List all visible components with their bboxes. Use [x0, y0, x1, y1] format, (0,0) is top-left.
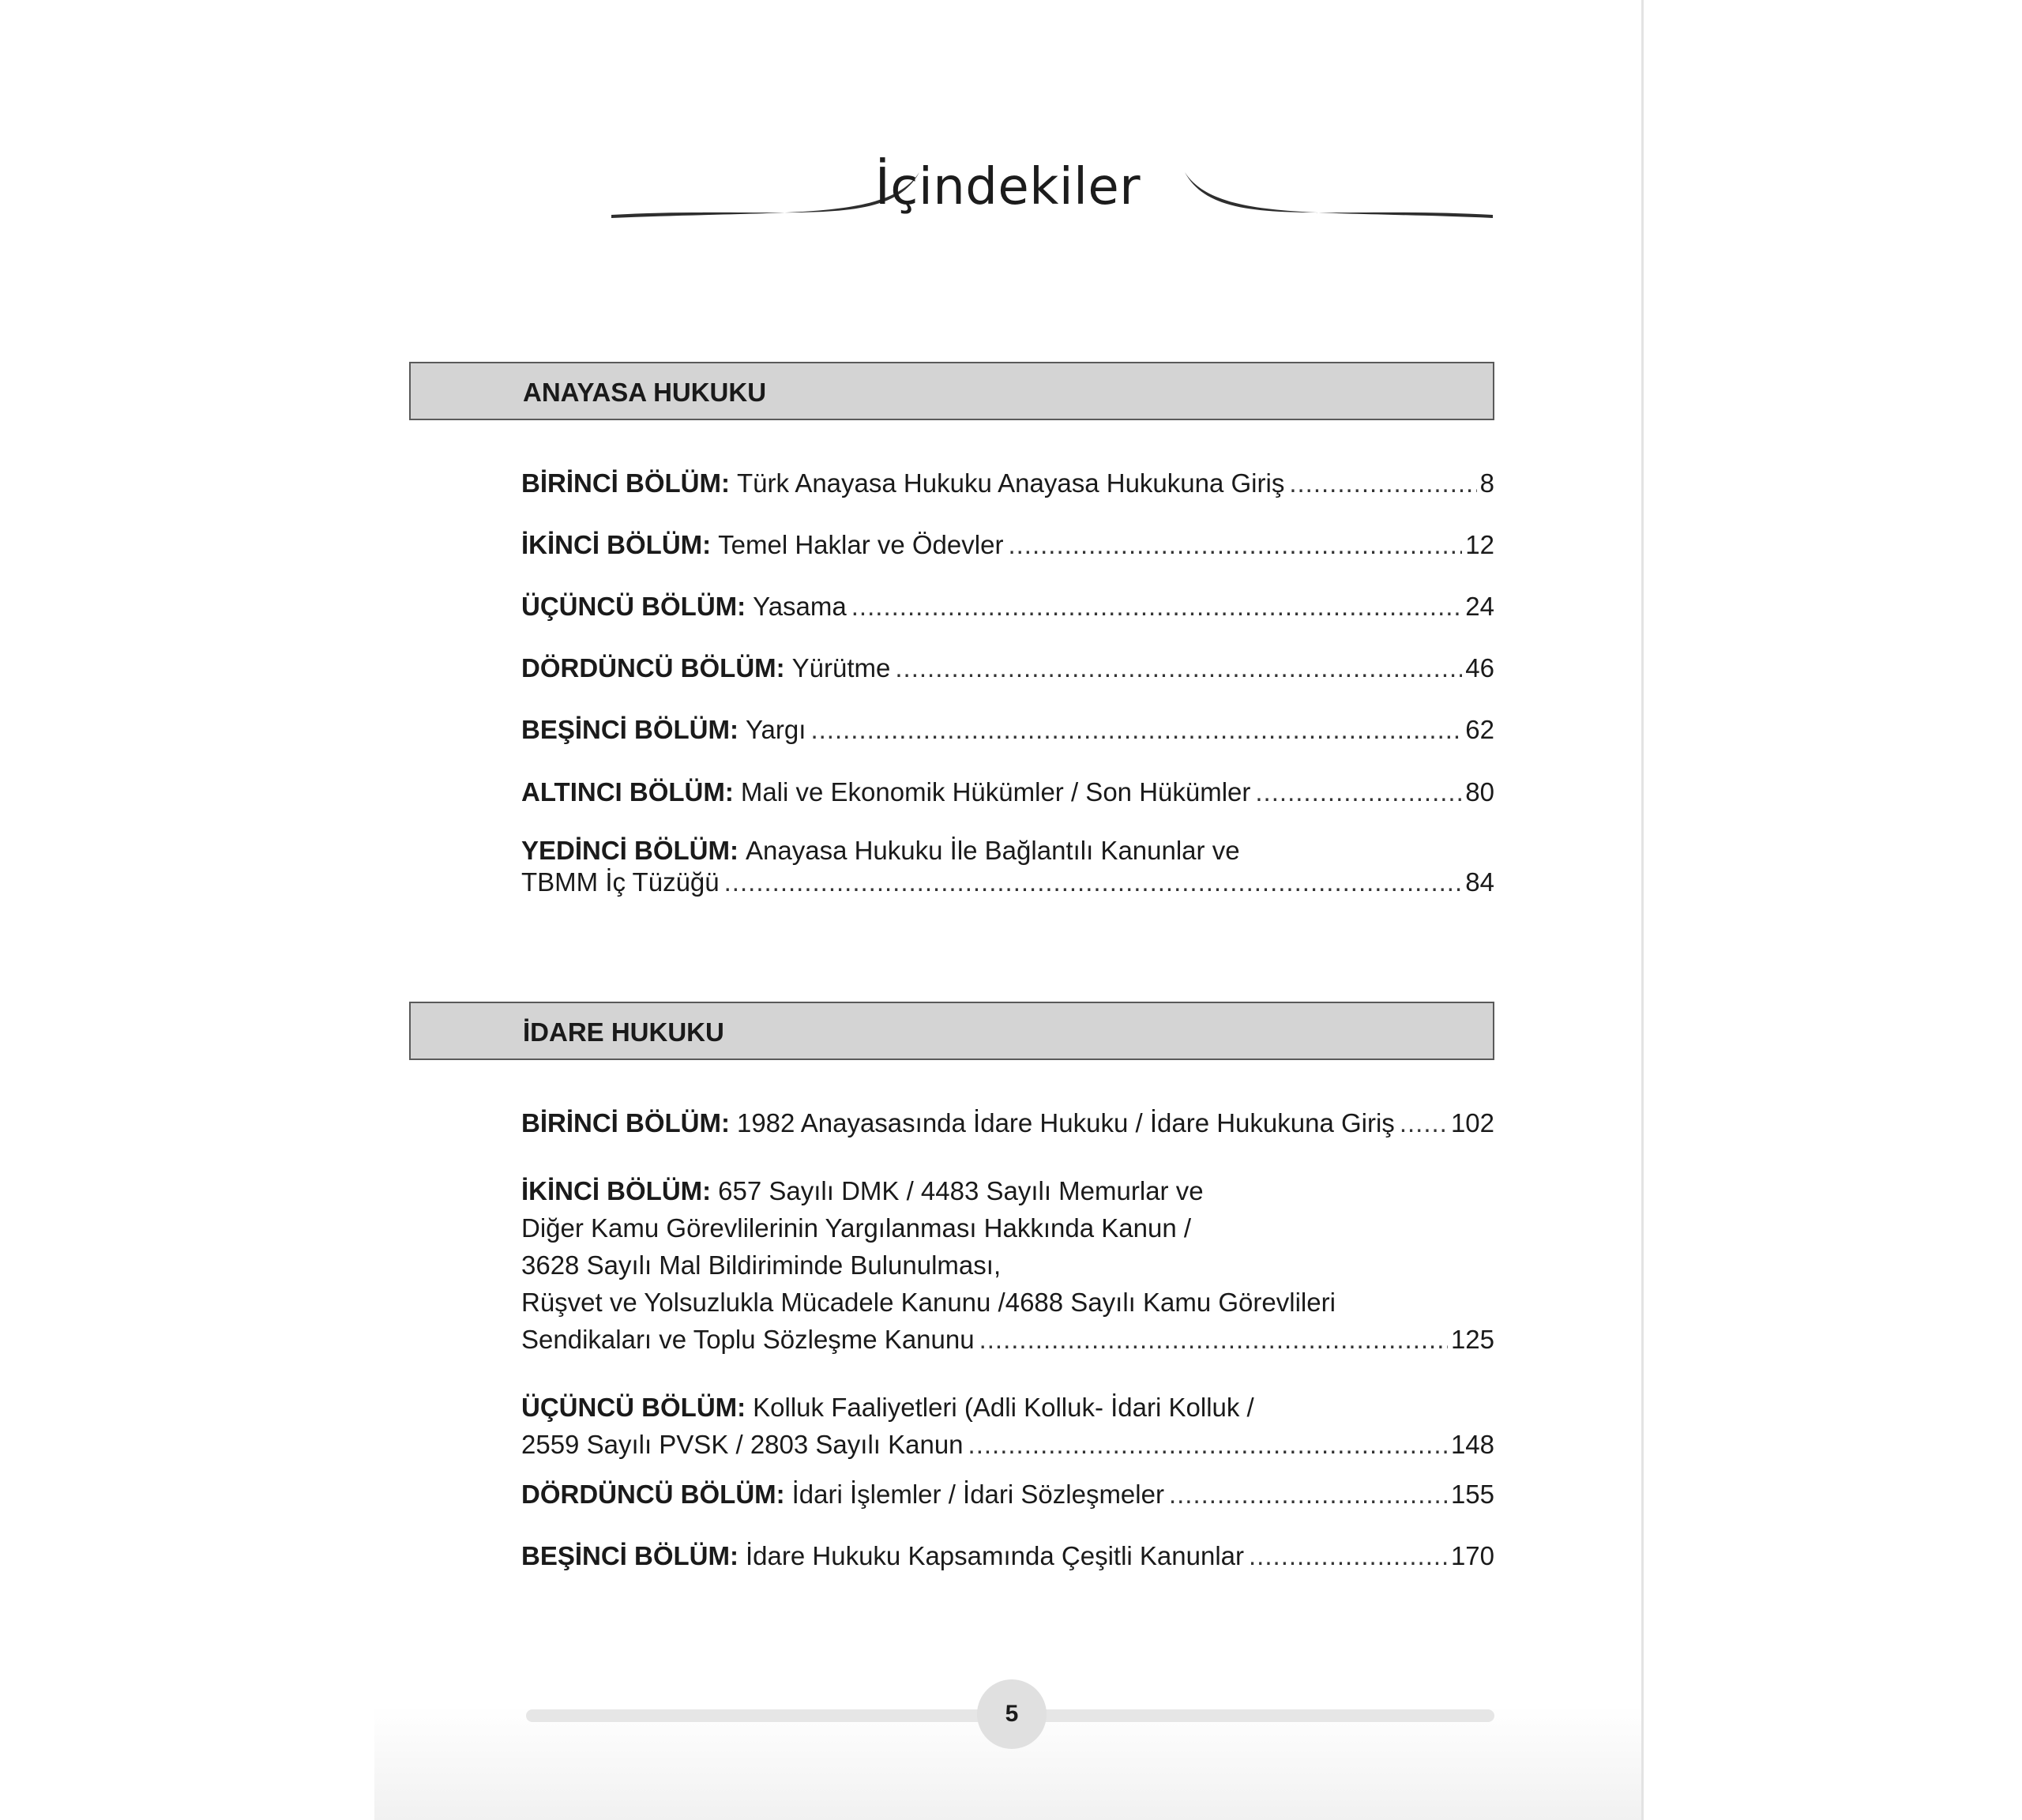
dot-leader	[810, 711, 1462, 748]
chapter-label: DÖRDÜNCÜ BÖLÜM:	[521, 1480, 785, 1509]
document-page	[374, 0, 1644, 1820]
chapter-title: Yargı	[746, 715, 806, 744]
dot-leader	[1169, 1476, 1448, 1513]
chapter-label: BEŞİNCİ BÖLÜM:	[521, 1541, 739, 1570]
dot-leader	[895, 649, 1462, 686]
dot-leader	[1008, 526, 1462, 563]
chapter-title: İdare Hukuku Kapsamında Çeşitli Kanunlar	[746, 1541, 1245, 1570]
page-ref: 170	[1450, 1541, 1494, 1570]
toc-entry[interactable]	[521, 1172, 1494, 1358]
page-number: 5	[977, 1679, 1047, 1749]
chapter-title: Türk Anayasa Hukuku Anayasa Hukukuna Giriş	[736, 468, 1285, 498]
chapter-title-continued: TBMM İç Tüzüğü	[521, 867, 720, 897]
chapter-label: BİRİNCİ BÖLÜM:	[521, 1108, 730, 1138]
dot-leader	[968, 1426, 1448, 1463]
dot-leader	[1289, 464, 1476, 502]
section-heading-label: İDARE HUKUKU	[523, 1017, 724, 1047]
chapter-title-continued: 2559 Sayılı PVSK / 2803 Sayılı Kanun	[521, 1430, 964, 1459]
toc-entry[interactable]	[521, 649, 1494, 686]
chapter-label: ÜÇÜNCÜ BÖLÜM:	[521, 592, 746, 621]
chapter-label: ALTINCI BÖLÜM:	[521, 777, 734, 807]
page-ref: 8	[1479, 468, 1494, 498]
page-footer	[526, 1679, 1494, 1750]
chapter-title: 657 Sayılı DMK / 4483 Sayılı Memurlar ve	[718, 1176, 1204, 1205]
title-header	[374, 142, 1641, 261]
page-ref: 125	[1450, 1325, 1494, 1354]
section-heading-idare	[409, 1002, 1494, 1060]
toc-entry[interactable]	[521, 526, 1494, 563]
toc-entry[interactable]	[521, 1389, 1494, 1463]
page-ref: 62	[1465, 715, 1494, 744]
page-ref: 46	[1465, 653, 1494, 682]
chapter-label: İKİNCİ BÖLÜM:	[521, 1176, 712, 1205]
toc-entry[interactable]	[521, 1104, 1494, 1141]
chapter-title: Temel Haklar ve Ödevler	[718, 530, 1004, 559]
chapter-title: Yürütme	[791, 653, 891, 682]
page-ref: 155	[1450, 1480, 1494, 1509]
chapter-label: YEDİNCİ BÖLÜM:	[521, 836, 739, 865]
page-ref: 80	[1465, 777, 1494, 807]
chapter-label: İKİNCİ BÖLÜM:	[521, 530, 712, 559]
dot-leader	[851, 588, 1463, 625]
chapter-title-continued: Rüşvet ve Yolsuzlukla Mücadele Kanunu /4688 Sayılı Kamu Görevlileri	[521, 1288, 1336, 1317]
chapter-title-continued: Diğer Kamu Görevlilerinin Yargılanması Hakkında Kanun /	[521, 1213, 1192, 1243]
dot-leader	[724, 867, 1463, 898]
toc-entry[interactable]	[521, 835, 1494, 898]
chapter-label: BEŞİNCİ BÖLÜM:	[521, 715, 739, 744]
chapter-title: Anayasa Hukuku İle Bağlantılı Kanunlar ve	[746, 836, 1240, 865]
toc-entry[interactable]	[521, 773, 1494, 810]
toc-entry[interactable]	[521, 588, 1494, 625]
chapter-title: 1982 Anayasasında İdare Hukuku / İdare Hukukuna Giriş	[736, 1108, 1395, 1138]
page-ref: 84	[1465, 867, 1494, 897]
page-ref: 148	[1450, 1430, 1494, 1459]
chapter-title: Kolluk Faaliyetleri (Adli Kolluk- İdari Kolluk /	[753, 1393, 1254, 1422]
chapter-title: Mali ve Ekonomik Hükümler / Son Hükümler	[740, 777, 1251, 807]
dot-leader	[1400, 1104, 1448, 1141]
chapter-title-continued: 3628 Sayılı Mal Bildiriminde Bulunulması,	[521, 1250, 1002, 1280]
page-ref: 12	[1465, 530, 1494, 559]
section-heading-anayasa	[409, 362, 1494, 420]
chapter-label: DÖRDÜNCÜ BÖLÜM:	[521, 653, 785, 682]
toc-entry[interactable]	[521, 711, 1494, 748]
dot-leader	[979, 1321, 1448, 1358]
toc-entry[interactable]	[521, 1476, 1494, 1513]
chapter-title: İdari İşlemler / İdari Sözleşmeler	[791, 1480, 1164, 1509]
page-title: İçindekiler	[874, 158, 1141, 216]
dot-leader	[1249, 1537, 1448, 1574]
toc-entry[interactable]	[521, 464, 1494, 502]
section-heading-label: ANAYASA HUKUKU	[523, 378, 767, 407]
chapter-label: BİRİNCİ BÖLÜM:	[521, 468, 730, 498]
page-ref: 102	[1450, 1108, 1494, 1138]
toc-entry[interactable]	[521, 1537, 1494, 1574]
chapter-label: ÜÇÜNCÜ BÖLÜM:	[521, 1393, 746, 1422]
chapter-title: Yasama	[753, 592, 847, 621]
chapter-title-continued: Sendikaları ve Toplu Sözleşme Kanunu	[521, 1325, 975, 1354]
page-ref: 24	[1465, 592, 1494, 621]
dot-leader	[1255, 773, 1462, 810]
